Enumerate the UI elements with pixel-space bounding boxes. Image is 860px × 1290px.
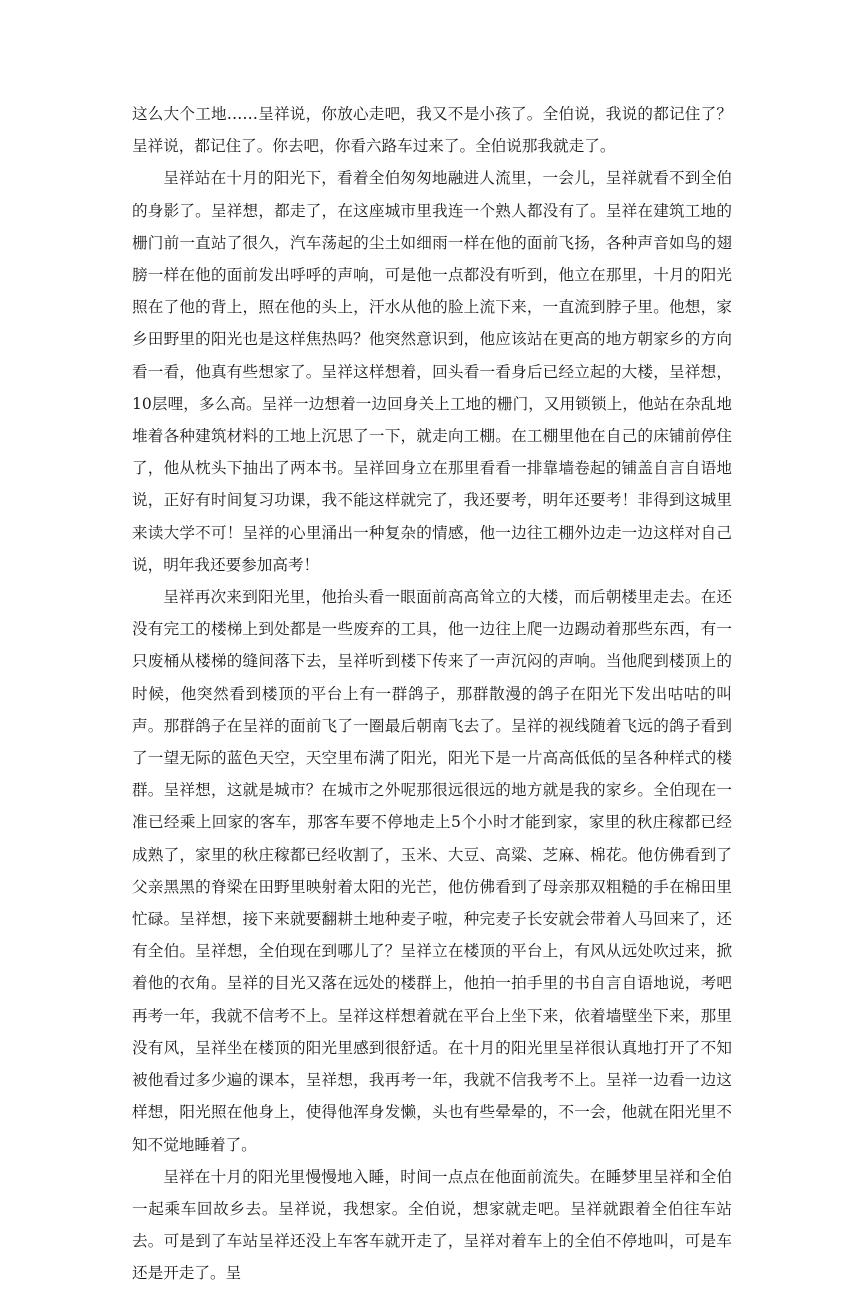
paragraph-3: 呈祥再次来到阳光里，他抬头看一眼面前高高耸立的大楼，而后朝楼里走去。在还没有完工的楼梯上到处都是一些废弃的工具，他一边往上爬一边踢动着那些东西，有一只废桶从楼梯的缝间落下去，呈祥听到楼下传来了一声沉闷的声响。当他爬到楼顶上的时候，他突然看到楼顶的平台上有一群鸽子，那群散漫的鸽子在阳光下发出咕咕的叫声。那群鸽子在呈祥的面前飞了一圈最后朝南飞去了。呈祥的视线随着飞远的鸽子看到了一望无际的蓝色天空，天空里布满了阳光，阳光下是一片高高低低的呈各种样式的楼群。呈祥想，这就是城市？在城市之外呢那很远很远的地方就是我的家乡。全伯现在一准已经乘上回家的客车，那客车要不停地走上5个小时才能到家，家里的秋庄稼都已经成熟了，家里的秋庄稼都已经收割了，玉米、大豆、高粱、芝麻、棉花。他仿佛看到了父亲黑黑的脊梁在田野里映射着太阳的光芒，他仿佛看到了母亲那双粗糙的手在棉田里忙碌。呈祥想，接下来就要翻耕土地种麦子啦，种完麦子长安就会带着人马回来了，还有全伯。呈祥想，全伯现在到哪儿了？呈祥立在楼顶的平台上，有风从远处吹过来，掀着他的衣角。呈祥的目光又落在远处的楼群上，他拍一拍手里的书自言自语地说，考吧再考一年，我就不信考不上。呈祥这样想着就在平台上坐下来，依着墙壁坐下来，那里没有风，呈祥坐在楼顶的阳光里感到很舒适。在十月的阳光里呈祥很认真地打开了不知被他看过多少遍的课本，呈祥想，我再考一年，我就不信我考不上。呈祥一边看一边这样想，阳光照在他身上，使得他浑身发懒，头也有些晕晕的，不一会，他就在阳光里不知不觉地睡着了。 (132, 588, 732, 1154)
paragraph-4: 呈祥在十月的阳光里慢慢地入睡，时间一点点在他面前流失。在睡梦里呈祥和全伯一起乘车回故乡去。呈祥说，我想家。全伯说，想家就走吧。呈祥就跟着全伯往车站去。可是到了车站呈祥还没上车客车就开走了，呈祥对着车上的全伯不停地叫，可是车还是开走了。呈 (132, 1167, 732, 1283)
paragraph-2: 呈祥站在十月的阳光下，看着全伯匆匆地融进人流里，一会儿，呈祥就看不到全伯的身影了。呈祥想，都走了，在这座城市里我连一个熟人都没有了。呈祥在建筑工地的栅门前一直站了很久，汽车荡起的尘土如细雨一样在他的面前飞扬，各种声音如鸟的翅膀一样在他的面前发出呼呼的声响，可是他一点都没有听到，他立在那里，十月的阳光照在了他的背上，照在他的头上，汗水从他的脸上流下来，一直流到脖子里。他想，家乡田野里的阳光也是这样焦热吗？他突然意识到，他应该站在更高的地方朝家乡的方向看一看，他真有些想家了。呈祥这样想着，回头看一看身后已经立起的大楼，呈祥想，10层哩，多么高。呈祥一边想着一边回身关上工地的栅门，又用锁锁上，他站在杂乱地堆着各种建筑材料的工地上沉思了一下，就走向工棚。在工棚里他在自己的床铺前停住了，他从枕头下抽出了两本书。呈祥回身立在那里看看一排靠墙卷起的铺盖自言自语地说，正好有时间复习功课，我不能这样就完了，我还要考，明年还要考！非得到这城里来读大学不可！呈祥的心里涌出一种复杂的情感，他一边往工棚外边走一边这样对自己说，明年我还要参加高考！ (132, 169, 732, 574)
document-page (132, 98, 732, 1290)
paragraph-1: 这么大个工地……呈祥说，你放心走吧，我又不是小孩了。全伯说，我说的都记住了？呈祥说，都记住了。你去吧，你看六路车过来了。全伯说那我就走了。 (132, 105, 732, 156)
